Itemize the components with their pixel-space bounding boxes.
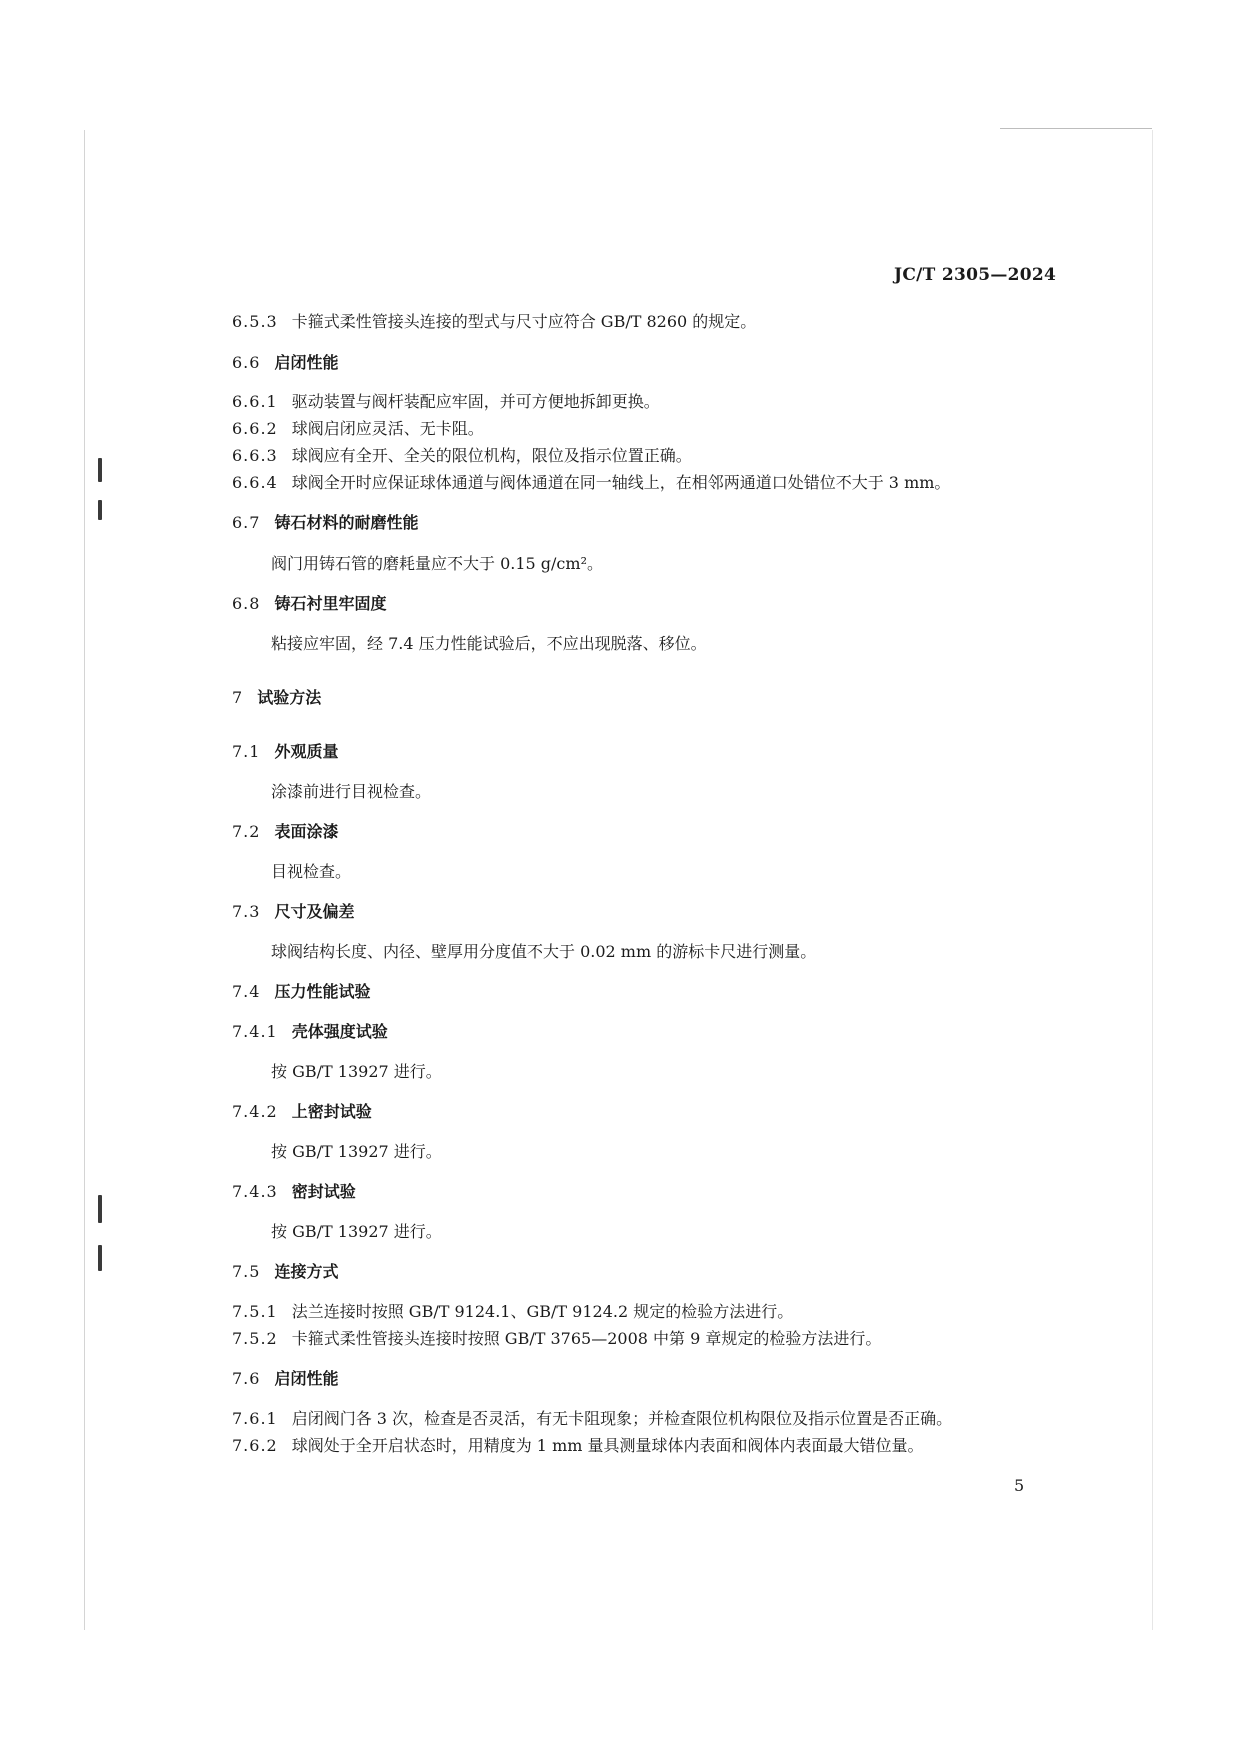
heading-7-5: 7.5 连接方式 [232, 1262, 339, 1281]
clause-6-6-1: 6.6.1 驱动装置与阀杆装配应牢固，并可方便地拆卸更换。 [232, 392, 660, 411]
heading-7-3: 7.3 尺寸及偏差 [232, 902, 355, 921]
binding-mark [98, 458, 102, 482]
heading-7-4-1: 7.4.1 壳体强度试验 [232, 1022, 388, 1041]
binding-mark [98, 1245, 102, 1271]
paragraph-6-7: 阀门用铸石管的磨耗量应不大于 0.15 g/cm²。 [271, 554, 603, 573]
clause-6-6-4: 6.6.4 球阀全开时应保证球体通道与阀体通道在同一轴线上，在相邻两通道口处错位不大于 3 mm。 [232, 473, 951, 492]
clause-6-6-2: 6.6.2 球阀启闭应灵活、无卡阻。 [232, 419, 484, 438]
binding-mark [98, 1195, 102, 1223]
heading-7-4: 7.4 压力性能试验 [232, 982, 371, 1001]
document-code: JC/T 2305—2024 [894, 265, 1057, 285]
clause-7-6-1: 7.6.1 启闭阀门各 3 次，检查是否灵活，有无卡阻现象；并检查限位机构限位及指示位置是否正确。 [232, 1409, 953, 1428]
heading-7-4-3: 7.4.3 密封试验 [232, 1182, 356, 1201]
heading-6-6: 6.6 启闭性能 [232, 353, 339, 372]
heading-7: 7 试验方法 [232, 688, 322, 707]
clause-6-6-3: 6.6.3 球阀应有全开、全关的限位机构，限位及指示位置正确。 [232, 446, 692, 465]
binding-mark [98, 500, 102, 520]
scan-right-edge [1152, 130, 1153, 1630]
heading-7-4-2: 7.4.2 上密封试验 [232, 1102, 372, 1121]
heading-7-1: 7.1 外观质量 [232, 742, 339, 761]
scan-left-edge [84, 130, 85, 1630]
paragraph-6-8: 粘接应牢固，经 7.4 压力性能试验后，不应出现脱落、移位。 [271, 634, 707, 653]
clause-7-6-2: 7.6.2 球阀处于全开启状态时，用精度为 1 mm 量具测量球体内表面和阀体内表面最大错位量。 [232, 1436, 924, 1455]
paragraph-7-1: 涂漆前进行目视检查。 [271, 782, 432, 801]
paragraph-7-3: 球阀结构长度、内径、壁厚用分度值不大于 0.02 mm 的游标卡尺进行测量。 [271, 942, 817, 961]
heading-6-8: 6.8 铸石衬里牢固度 [232, 594, 387, 613]
paragraph-7-4-1: 按 GB/T 13927 进行。 [271, 1062, 442, 1081]
heading-7-6: 7.6 启闭性能 [232, 1369, 339, 1388]
clause-6-5-3: 6.5.3 卡箍式柔性管接头连接的型式与尺寸应符合 GB/T 8260 的规定。 [232, 312, 757, 331]
page-number: 5 [1014, 1476, 1025, 1495]
scan-top-edge [1000, 128, 1152, 129]
paragraph-7-4-2: 按 GB/T 13927 进行。 [271, 1142, 442, 1161]
heading-6-7: 6.7 铸石材料的耐磨性能 [232, 513, 419, 532]
clause-7-5-1: 7.5.1 法兰连接时按照 GB/T 9124.1、GB/T 9124.2 规定的检验方法进行。 [232, 1302, 794, 1321]
clause-7-5-2: 7.5.2 卡箍式柔性管接头连接时按照 GB/T 3765—2008 中第 9 章规定的检验方法进行。 [232, 1329, 882, 1348]
paragraph-7-2: 目视检查。 [271, 862, 352, 881]
heading-7-2: 7.2 表面涂漆 [232, 822, 339, 841]
paragraph-7-4-3: 按 GB/T 13927 进行。 [271, 1222, 442, 1241]
